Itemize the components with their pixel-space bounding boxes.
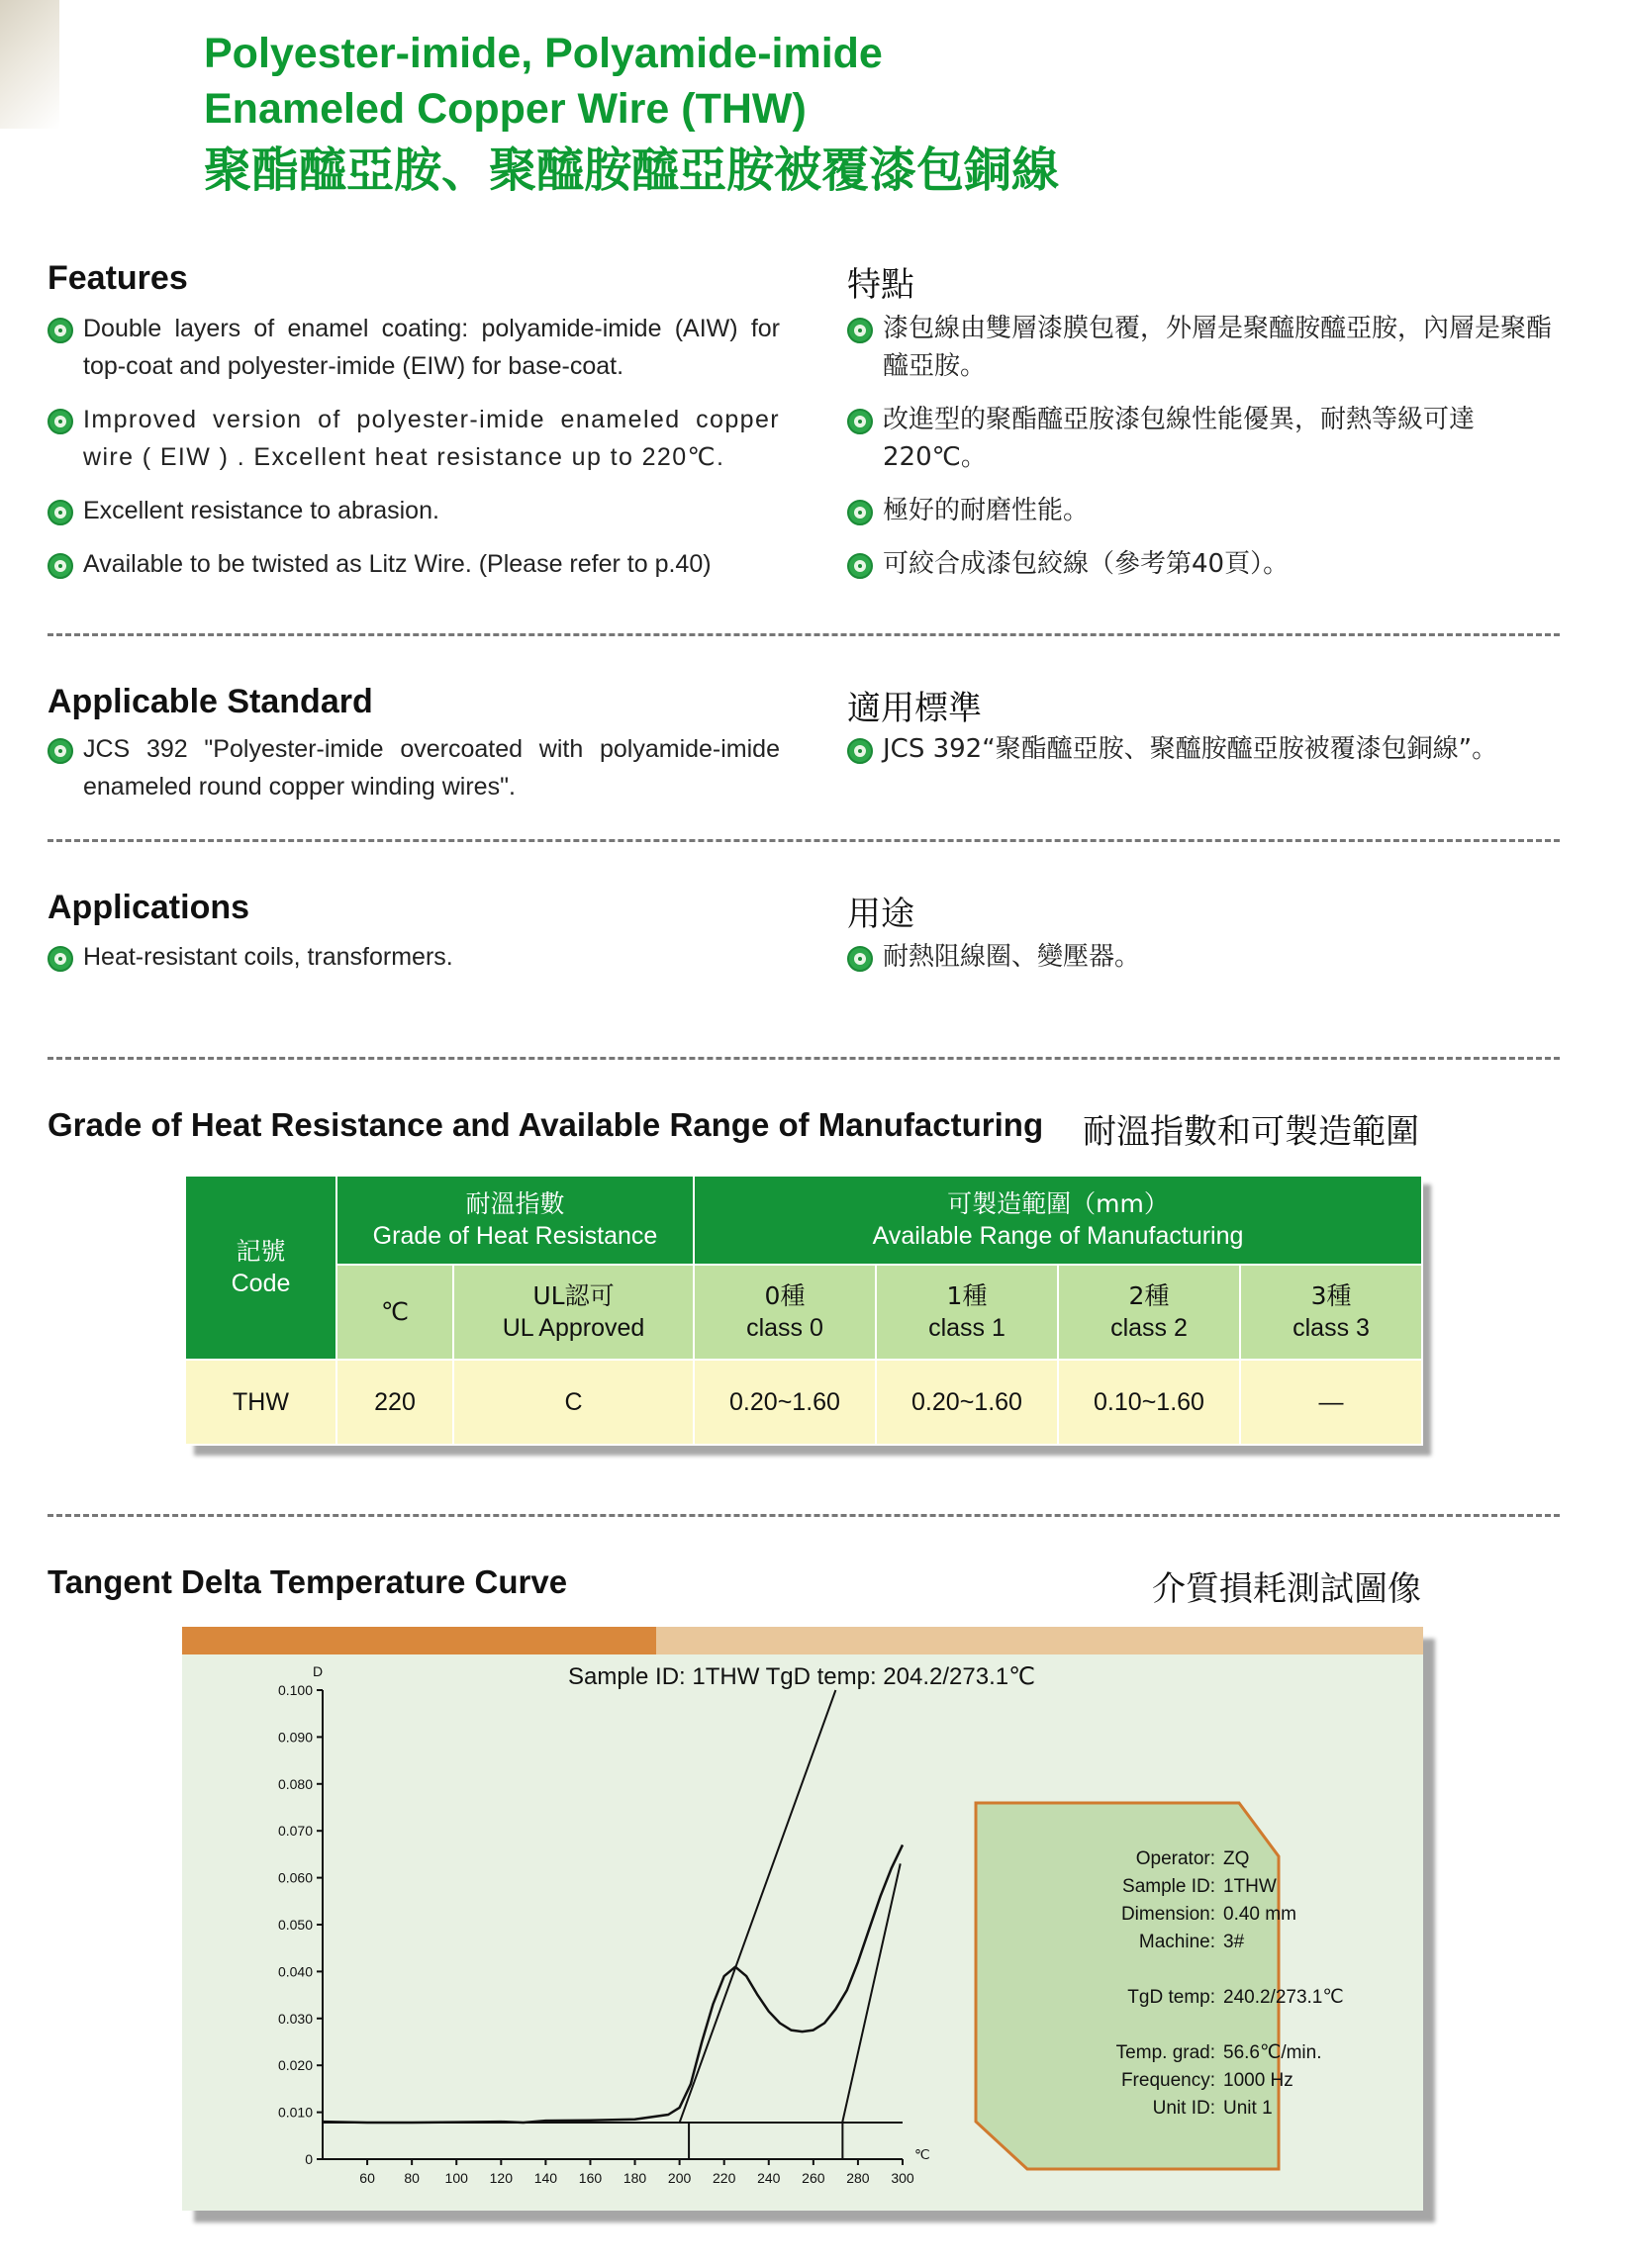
bullet-icon xyxy=(847,738,873,764)
y-tick-label: 0.090 xyxy=(277,1729,313,1746)
title-line-2: Enameled Copper Wire (THW) xyxy=(204,85,807,133)
bullet-icon xyxy=(847,946,873,972)
tangent-heading-cn: 介質損耗測試圖像 xyxy=(1152,1569,1421,1609)
list-item xyxy=(847,938,1560,976)
header-ul-cn: UL認可 xyxy=(532,1281,615,1310)
grade-heading: Grade of Heat Resistance and Available Range of Manufacturing xyxy=(48,1106,1044,1143)
bullet-icon xyxy=(847,500,873,525)
tangent-delta-chart xyxy=(182,1627,1423,2211)
corner-decoration xyxy=(0,0,59,129)
section-divider xyxy=(48,839,1560,842)
section-divider xyxy=(48,633,1560,636)
info-dimension-label: Dimension: xyxy=(1120,1904,1215,1925)
heat-resistance-table xyxy=(184,1175,1421,1446)
x-tick-label: 280 xyxy=(846,2170,870,2186)
standard-heading-cn: 適用標準 xyxy=(847,689,982,728)
header-range xyxy=(694,1176,1422,1265)
table-cell: C xyxy=(453,1360,694,1445)
feature-text-cn: 改進型的聚酯醯亞胺漆包線性能優異，耐熱等級可達220℃。 xyxy=(883,405,1476,472)
feature-text-cn: 漆包線由雙層漆膜包覆，外層是聚醯胺醯亞胺，內層是聚酯醯亞胺。 xyxy=(883,314,1553,381)
x-tick-label: 200 xyxy=(667,2170,692,2186)
header-heat xyxy=(336,1176,694,1265)
header-heat-en: Grade of Heat Resistance xyxy=(372,1222,658,1250)
feature-text: Double layers of enamel coating: polyamide-imide (AIW) for top-coat and polyester-imide (EIW) for base-coat. xyxy=(83,315,780,380)
header-class-3-cn: 3種 xyxy=(1310,1281,1352,1310)
grade-heading-cn: 耐溫指數和可製造範圍 xyxy=(1083,1112,1419,1152)
info-machine-label: Machine: xyxy=(1138,1932,1215,1952)
header-ul xyxy=(453,1265,694,1360)
table-cell: THW xyxy=(185,1360,336,1445)
header-code xyxy=(185,1176,336,1360)
title-chinese: 聚酯醯亞胺、聚醯胺醯亞胺被覆漆包銅線 xyxy=(204,142,1060,198)
tangent-line xyxy=(680,1690,836,2123)
info-grad-label: Temp. grad: xyxy=(1115,2042,1215,2063)
table-cell: 0.20~1.60 xyxy=(694,1360,876,1445)
standard-list xyxy=(48,730,780,805)
tangent-line xyxy=(842,1863,901,2123)
header-class-0-cn: 0種 xyxy=(764,1281,806,1310)
x-tick-label: 160 xyxy=(578,2170,603,2186)
bullet-icon xyxy=(48,318,73,343)
list-item xyxy=(847,545,1560,583)
list-item xyxy=(847,401,1560,476)
applications-list-cn xyxy=(847,938,1560,976)
table-cell: 220 xyxy=(336,1360,453,1445)
header-range-cn: 可製造範圍（mm） xyxy=(947,1189,1169,1218)
info-dimension-value: 0.40 mm xyxy=(1223,1904,1296,1925)
tangent-delta-chart-panel xyxy=(182,1627,1423,2211)
section-divider xyxy=(48,1057,1560,1060)
page-title xyxy=(204,26,1059,202)
chart-series xyxy=(323,1690,903,2159)
applications-heading-cn: 用途 xyxy=(847,895,914,934)
y-tick-label: 0.060 xyxy=(277,1869,313,1886)
features-heading-cn: 特點 xyxy=(847,265,914,305)
x-tick-label: 260 xyxy=(802,2170,825,2186)
title-line-1: Polyester-imide, Polyamide-imide xyxy=(204,30,883,77)
y-tick-label: 0.080 xyxy=(277,1775,313,1792)
tangent-delta-curve xyxy=(323,1844,903,2123)
header-heat-cn: 耐溫指數 xyxy=(465,1189,565,1218)
header-class-1 xyxy=(876,1265,1058,1360)
table-row xyxy=(185,1360,1422,1445)
y-tick-label: 0.010 xyxy=(277,2104,313,2121)
y-tick-label: 0.100 xyxy=(277,1682,313,1698)
header-celsius: ℃ xyxy=(336,1265,453,1360)
list-item xyxy=(48,938,780,976)
info-frequency-value: 1000 Hz xyxy=(1223,2070,1293,2091)
bullet-icon xyxy=(847,553,873,579)
x-tick-label: 120 xyxy=(489,2170,513,2186)
chart-y-label: D xyxy=(313,1663,324,1679)
y-tick-label: 0.030 xyxy=(277,2010,313,2027)
bullet-icon xyxy=(48,500,73,525)
applications-list xyxy=(48,938,780,976)
bullet-icon xyxy=(847,409,873,434)
header-code-cn: 記號 xyxy=(236,1237,286,1266)
info-machine-value: 3# xyxy=(1223,1932,1245,1952)
info-unit-value: Unit 1 xyxy=(1223,2098,1273,2119)
header-class-3 xyxy=(1240,1265,1422,1360)
x-tick-label: 100 xyxy=(444,2170,468,2186)
list-item xyxy=(48,492,780,529)
info-sample-value: 1THW xyxy=(1223,1876,1277,1897)
y-tick-label: 0.050 xyxy=(277,1917,313,1933)
bullet-icon xyxy=(48,738,73,764)
y-tick-label: 0.040 xyxy=(277,1963,313,1980)
list-item xyxy=(48,730,780,805)
x-tick-label: 80 xyxy=(404,2170,420,2186)
applications-heading: Applications xyxy=(48,889,250,926)
info-operator-value: ZQ xyxy=(1223,1848,1250,1869)
x-tick-label: 140 xyxy=(533,2170,558,2186)
list-item xyxy=(847,492,1560,529)
header-code-en: Code xyxy=(231,1270,291,1297)
header-class-2 xyxy=(1058,1265,1240,1360)
info-grad-value: 56.6℃/min. xyxy=(1223,2042,1322,2063)
applications-text: Heat-resistant coils, transformers. xyxy=(83,943,453,971)
info-frequency-label: Frequency: xyxy=(1120,2070,1215,2091)
bullet-icon xyxy=(48,553,73,579)
standard-text-cn: JCS 392“聚酯醯亞胺、聚醯胺醯亞胺被覆漆包銅線”。 xyxy=(883,734,1498,764)
feature-text-cn: 極好的耐磨性能。 xyxy=(883,496,1090,525)
table-cell: — xyxy=(1240,1360,1422,1445)
header-class-2-cn: 2種 xyxy=(1128,1281,1170,1310)
section-divider xyxy=(48,1514,1560,1517)
applications-text-cn: 耐熱阻線圈、變壓器。 xyxy=(883,942,1141,972)
feature-text: Available to be twisted as Litz Wire. (Please refer to p.40) xyxy=(83,550,712,578)
x-tick-label: 180 xyxy=(622,2170,647,2186)
x-tick-label: 300 xyxy=(891,2170,914,2186)
chart-axes xyxy=(278,1682,914,2186)
list-item xyxy=(847,730,1560,768)
bullet-icon xyxy=(847,318,873,343)
y-tick-label: 0.020 xyxy=(277,2057,313,2074)
header-range-en: Available Range of Manufacturing xyxy=(872,1222,1244,1250)
x-tick-label: 60 xyxy=(359,2170,375,2186)
x-tick-label: 240 xyxy=(757,2170,781,2186)
bullet-icon xyxy=(48,409,73,434)
feature-text: Excellent resistance to abrasion. xyxy=(83,497,439,524)
chart-x-label: ℃ xyxy=(914,2146,930,2162)
table-cell: 0.20~1.60 xyxy=(876,1360,1058,1445)
chart-title: Sample ID: 1THW TgD temp: 204.2/273.1℃ xyxy=(568,1663,1036,1690)
header-class-0-en: class 0 xyxy=(746,1314,823,1342)
feature-text: Improved version of polyester-imide enameled copper wire ( EIW ) . Excellent heat resistance up to 220℃. xyxy=(83,406,780,471)
header-class-1-en: class 1 xyxy=(928,1314,1006,1342)
y-tick-label: 0.070 xyxy=(277,1823,313,1840)
features-list-cn xyxy=(847,310,1560,583)
list-item xyxy=(48,545,780,583)
info-sample-label: Sample ID: xyxy=(1122,1876,1215,1897)
standard-heading: Applicable Standard xyxy=(48,683,373,720)
info-tgd-value: 240.2/273.1℃ xyxy=(1223,1987,1344,2008)
info-operator-label: Operator: xyxy=(1135,1848,1215,1869)
standard-text: JCS 392 "Polyester-imide overcoated with polyamide-imide enameled round copper winding wires". xyxy=(83,735,780,801)
info-unit-label: Unit ID: xyxy=(1152,2098,1215,2119)
info-tgd-label: TgD temp: xyxy=(1127,1987,1215,2008)
list-item xyxy=(48,310,780,385)
x-tick-label: 220 xyxy=(713,2170,736,2186)
features-list xyxy=(48,310,780,583)
header-class-1-cn: 1種 xyxy=(946,1281,988,1310)
header-class-0 xyxy=(694,1265,876,1360)
bullet-icon xyxy=(48,946,73,972)
y-tick-label: 0 xyxy=(305,2151,313,2167)
tangent-heading: Tangent Delta Temperature Curve xyxy=(48,1563,568,1600)
header-ul-en: UL Approved xyxy=(502,1314,645,1342)
header-class-3-en: class 3 xyxy=(1293,1314,1370,1342)
table-cell: 0.10~1.60 xyxy=(1058,1360,1240,1445)
features-heading: Features xyxy=(48,259,188,297)
standard-list-cn xyxy=(847,730,1560,768)
feature-text-cn: 可絞合成漆包絞線（參考第40頁）。 xyxy=(883,549,1290,579)
list-item xyxy=(48,401,780,476)
header-class-2-en: class 2 xyxy=(1110,1314,1188,1342)
list-item xyxy=(847,310,1560,385)
